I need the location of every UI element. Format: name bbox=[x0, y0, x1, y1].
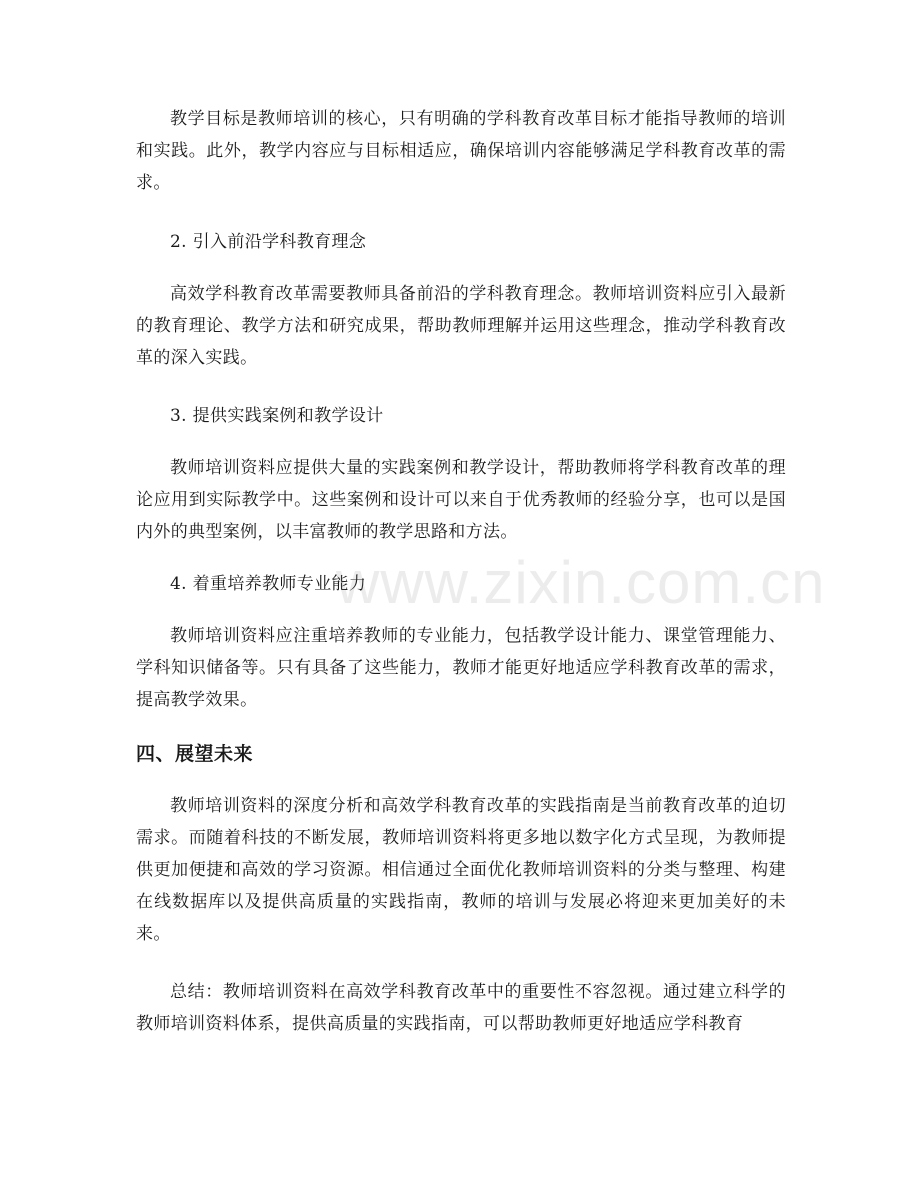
item-heading-2: 2. 引入前沿学科教育理念 bbox=[170, 232, 367, 252]
paragraph-outlook: 教师培训资料的深度分析和高效学科教育改革的实践指南是当前教育改革的迫切需求。而随着科技的不断发展，教师培训资料将更多地以数字化方式呈现，为教师提供更加便捷和高效的学习资源。相信通过全面优化教师培训资料的分类与整理、构建在线数据库以及提供高质量的实践指南，教师的培训与发展必将迎来更加美好的未来。 bbox=[136, 796, 786, 944]
paragraph-practice-cases: 教师培训资料应提供大量的实践案例和教学设计，帮助教师将学科教育改革的理论应用到实际教学中。这些案例和设计可以来自于优秀教师的经验分享，也可以是国内外的典型案例，以丰富教师的教学思路和方法。 bbox=[136, 458, 786, 542]
paragraph-teaching-goals: 教学目标是教师培训的核心，只有明确的学科教育改革目标才能指导教师的培训和实践。此外，教学内容应与目标相适应，确保培训内容能够满足学科教育改革的需求。 bbox=[136, 109, 786, 193]
watermark-text: www.zixin.com.cn bbox=[336, 549, 826, 616]
paragraph-frontier-concepts: 高效学科教育改革需要教师具备前沿的学科教育理念。教师培训资料应引入最新的教育理论、教学方法和研究成果，帮助教师理解并运用这些理念，推动学科教育改革的深入实践。 bbox=[136, 284, 786, 368]
item-heading-3: 3. 提供实践案例和教学设计 bbox=[170, 406, 384, 426]
paragraph-summary: 总结：教师培训资料在高效学科教育改革中的重要性不容忽视。通过建立科学的教师培训资料体系，提供高质量的实践指南，可以帮助教师更好地适应学科教育 bbox=[136, 982, 786, 1034]
item-heading-4: 4. 着重培养教师专业能力 bbox=[170, 574, 367, 594]
section-heading-outlook: 四、展望未来 bbox=[136, 743, 254, 765]
paragraph-professional-ability: 教师培训资料应注重培养教师的专业能力，包括教学设计能力、课堂管理能力、学科知识储备等。只有具备了这些能力，教师才能更好地适应学科教育改革的需求，提高教学效果。 bbox=[136, 626, 786, 710]
